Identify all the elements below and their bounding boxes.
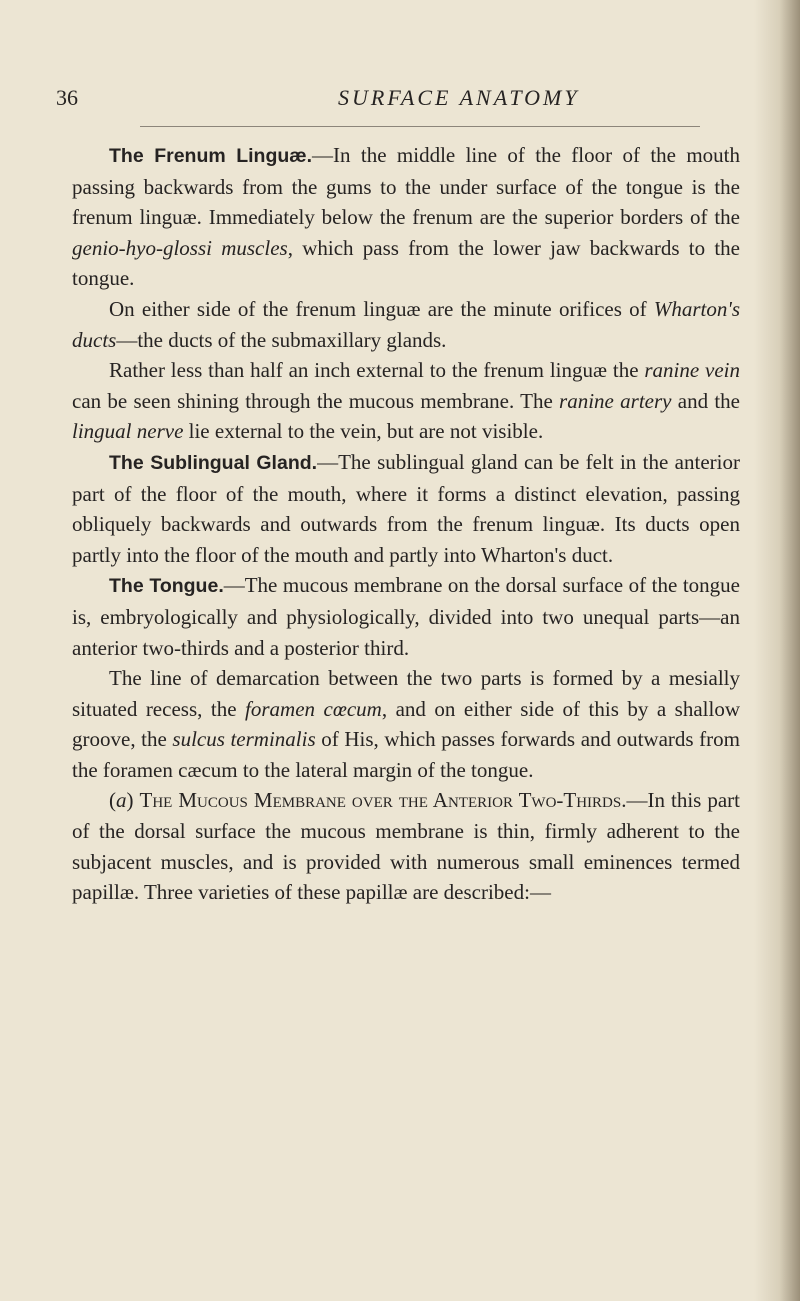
paragraph — [72, 570, 740, 663]
text-run: —the ducts of the submaxillary glands. — [116, 327, 447, 352]
text-run: and the — [671, 388, 740, 413]
text-run: The line of demarcation between the two parts is formed by a mesially situated recess, the — [72, 666, 740, 721]
section-heading: The Tongue. — [109, 575, 224, 598]
text-run: On either side of the frenum linguæ are the minute orifices of — [109, 296, 654, 321]
small-caps-heading: The Mucous Membrane over the Anterior Two-Thirds. — [139, 788, 627, 813]
paragraph — [72, 355, 740, 447]
text-run: , which pass from the lower jaw backwards to the tongue. — [72, 235, 740, 291]
italic-term: sulcus terminalis — [172, 727, 316, 752]
paragraph — [72, 140, 740, 294]
text-run: lie external to the vein, but are not visible. — [183, 419, 544, 444]
page-edge-shadow — [754, 0, 800, 1301]
text-run: —The mucous membrane on the dorsal surface of the tongue is, embryologically and physiologically, divided into two unequal parts—an anterior two-thirds and a posterior third. — [72, 573, 740, 660]
paragraph — [72, 447, 740, 570]
text-run: —In this part of the dorsal surface the mucous membrane is thin, firmly adherent to the subjacent muscles, and is provided with numerous small eminences termed papillæ. Three varieties of these papillæ are described:— — [72, 788, 741, 905]
section-heading: The Frenum Linguæ. — [109, 145, 313, 167]
italic-term: ranine vein — [644, 358, 740, 383]
running-title: SURFACE ANATOMY — [338, 85, 580, 110]
text-run: ( — [109, 788, 116, 813]
italic-term: lingual nerve — [72, 419, 184, 444]
body-text — [72, 140, 740, 908]
text-run: , and on either side of this by a shallow groove, the — [72, 696, 741, 752]
page-header — [56, 84, 746, 114]
page-number: 36 — [56, 85, 78, 110]
italic-term: genio-hyo-glossi muscles — [72, 235, 288, 260]
paragraph — [72, 294, 740, 355]
italic-term: ranine artery — [559, 388, 672, 413]
text-run: of His, which passes forwards and outwards from the foramen cæcum to the lateral margin of the tongue. — [72, 727, 740, 782]
paragraph — [72, 785, 740, 907]
text-run: ) — [126, 788, 140, 813]
header-rule — [140, 126, 700, 127]
italic-term: a — [116, 788, 127, 813]
paragraph — [72, 663, 740, 785]
text-run: —The sublingual gland can be felt in the anterior part of the floor of the mouth, where it forms a distinct elevation, passing obliquely backwards and outwards from the frenum linguæ. Its ducts open partly into the floor of the mouth and partly into Wharton's duct. — [72, 449, 740, 567]
text-run: Rather less than half an inch external to the frenum linguæ the — [109, 358, 645, 383]
italic-term: foramen cœcum — [245, 696, 382, 721]
section-heading: The Sublingual Gland. — [109, 451, 318, 474]
text-run: can be seen shining through the mucous membrane. The — [72, 388, 560, 413]
italic-term: Wharton's ducts — [72, 296, 740, 352]
text-run: —In the middle line of the floor of the mouth passing backwards from the gums to the under surface of the tongue is the frenum linguæ. Immediately below the frenum are the superior borders of the — [72, 143, 740, 230]
